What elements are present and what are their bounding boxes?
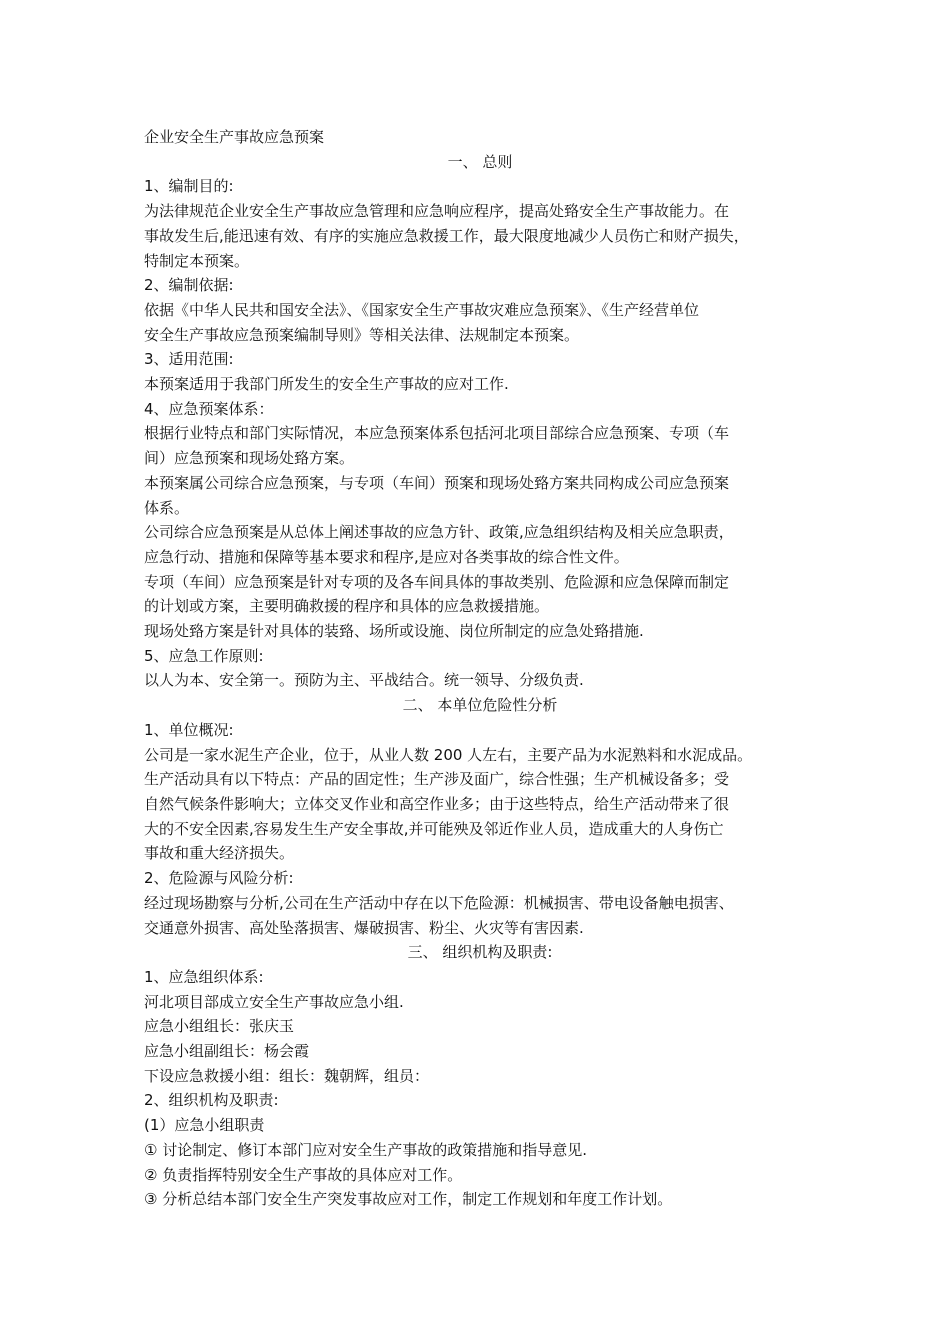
text-line: 应急小组组长：张庆玉 <box>144 1017 295 1036</box>
text-line: 专项（车间）应急预案是针对专项的及各车间具体的事故类别、危险源和应急保障而制定 <box>144 572 730 591</box>
document-body <box>144 150 816 1212</box>
text-line: 本预案适用于我部门所发生的安全生产事故的应对工作. <box>144 375 509 394</box>
text-line: 安全生产事故应急预案编制导则》等相关法律、法规制定本预案。 <box>144 325 580 344</box>
text-line: 2、危险源与风险分析: <box>144 869 294 888</box>
text-line: 2、组织机构及职责: <box>144 1091 279 1110</box>
text-line: 3、适用范围: <box>144 350 234 369</box>
text-line: 公司是一家水泥生产企业，位于，从业人数 200 人左右，主要产品为水泥熟料和水泥成品。 <box>144 745 753 764</box>
text-line: 大的不安全因素,容易发生生产安全事故,并可能殃及邻近作业人员，造成重大的人身伤亡 <box>144 819 724 838</box>
text-line: 1、单位概况: <box>144 720 234 739</box>
text-line: 本预案属公司综合应急预案，与专项（车间）预案和现场处臵方案共同构成公司应急预案 <box>144 473 730 492</box>
text-line: 间）应急预案和现场处臵方案。 <box>144 449 355 468</box>
text-line: 1、编制目的: <box>144 177 234 196</box>
text-line: 下设应急救援小组：组长：魏朝辉，组员： <box>144 1066 430 1085</box>
text-line: 现场处臵方案是针对具体的装臵、场所或设施、岗位所制定的应急处臵措施. <box>144 622 644 641</box>
section-heading: 三、 组织机构及职责: <box>407 943 553 962</box>
text-line: 1、应急组织体系: <box>144 967 264 986</box>
text-line: 的计划或方案，主要明确救援的程序和具体的应急救援措施。 <box>144 597 550 616</box>
text-line: 生产活动具有以下特点：产品的固定性；生产涉及面广，综合性强；生产机械设备多；受 <box>144 770 730 789</box>
text-line: 事故发生后,能迅速有效、有序的实施应急救援工作，最大限度地减少人员伤亡和财产损失， <box>144 226 749 245</box>
text-line: 为法律规范企业安全生产事故应急管理和应急响应程序，提高处臵安全生产事故能力。在 <box>144 202 730 221</box>
text-line: (1）应急小组职责 <box>144 1116 265 1135</box>
text-line: 经过现场勘察与分析,公司在生产活动中存在以下危险源：机械损害、带电设备触电损害、 <box>144 893 734 912</box>
document-page <box>144 125 816 1212</box>
document-title: 企业安全生产事故应急预案 <box>144 128 325 146</box>
text-line: 5、应急工作原则: <box>144 646 264 665</box>
text-line: 应急小组副组长：杨会霞 <box>144 1042 310 1061</box>
section-heading: 二、 本单位危险性分析 <box>402 696 558 715</box>
text-line: 2、编制依据: <box>144 276 234 295</box>
text-line: 以人为本、安全第一。预防为主、平战结合。统一领导、分级负责. <box>144 671 584 690</box>
text-line: 4、应急预案体系： <box>144 399 274 418</box>
text-line: 应急行动、措施和保障等基本要求和程序,是应对各类事故的综合性文件。 <box>144 547 629 566</box>
text-line: ③ 分析总结本部门安全生产突发事故应对工作，制定工作规划和年度工作计划。 <box>144 1190 673 1209</box>
text-line: 事故和重大经济损失。 <box>144 844 295 863</box>
text-line: 体系。 <box>144 498 190 517</box>
section-heading: 一、 总则 <box>447 152 513 171</box>
text-line: ① 讨论制定、修订本部门应对安全生产事故的政策措施和指导意见. <box>144 1140 587 1159</box>
text-line: 河北项目部成立安全生产事故应急小组. <box>144 992 404 1011</box>
text-line: ② 负责指挥特别安全生产事故的具体应对工作。 <box>144 1165 463 1184</box>
text-line: 依据《中华人民共和国安全法》、《国家安全生产事故灾难应急预案》、《生产经营单位 <box>144 300 700 319</box>
text-line: 交通意外损害、高处坠落损害、爆破损害、粉尘、火灾等有害因素. <box>144 918 584 937</box>
text-line: 根据行业特点和部门实际情况，本应急预案体系包括河北项目部综合应急预案、专项（车 <box>144 424 730 443</box>
text-line: 自然气候条件影响大；立体交叉作业和高空作业多；由于这些特点，给生产活动带来了很 <box>144 794 730 813</box>
text-line: 公司综合应急预案是从总体上阐述事故的应急方针、政策,应急组织结构及相关应急职责， <box>144 523 734 542</box>
text-line: 特制定本预案。 <box>144 251 250 270</box>
